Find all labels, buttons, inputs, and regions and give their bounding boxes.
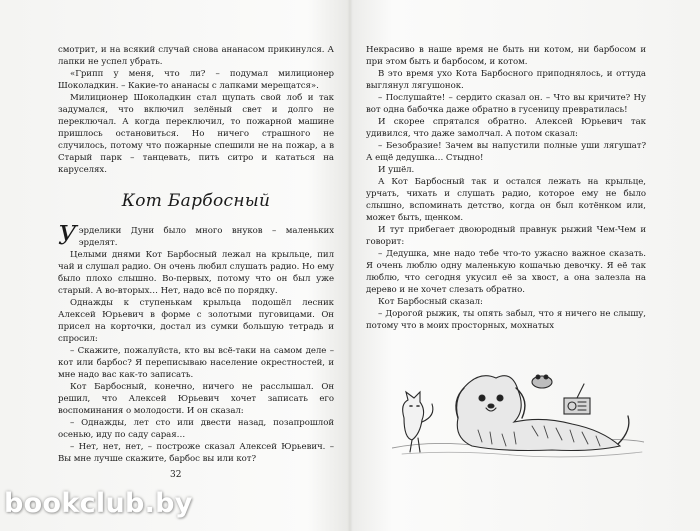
paragraph: «Грипп у меня, что ли? – подумал милиционер Шоколадкин. – Какие-то ананасы с лапками мерещатся».: [58, 69, 334, 91]
paragraph: – Скажите, пожалуйста, кто вы всё-таки на самом деле – кот или барбос? Я переписываю население окрестностей, и мне надо вас как-то записать.: [58, 346, 334, 380]
paragraph: Целыми днями Кот Барбосный лежал на крыльце, пил чай и слушал радио. Он очень любил слушать радио. Но ему было плохо слышно. Во-первых, потому что он был уже старый. А во-вторых… Нет, надо всё по порядку.: [58, 250, 334, 296]
dog-and-cat-illustration-icon: [392, 360, 644, 460]
paragraph: Кот Барбосный, конечно, ничего не расслышал. Он решил, что Алексей Юрьевич хочет записать его воспоминания о молодости. И он сказал:: [58, 382, 334, 416]
right-page-text: [366, 44, 646, 332]
paragraph: – Нет, нет, нет, – построже сказал Алексей Юрьевич. – Вы мне лучше скажите, барбос вы или кот?: [58, 442, 334, 464]
paragraph: А Кот Барбосный так и остался лежать на крыльце, урчать, чихать и слушать радио, которое ему не было слышно, вспоминать детство, когда он был котёнком или, может быть, щенком.: [366, 177, 646, 223]
paragraph: – Дедушка, мне надо тебе что-то ужасно важное сказать. Я очень люблю одну маленькую кошачью девочку. Я её так люблю, что сегодня укусил её за хвост, а она залезла на дерево и не хочет слезать обратно.: [366, 249, 646, 295]
paragraph: – Безобразие! Зачем вы напустили полные уши лягушат? А ещё дедушка… Стыдно!: [366, 141, 646, 163]
left-page: [58, 44, 334, 465]
paragraph: Однажды к ступенькам крыльца подошёл лесник Алексей Юрьевич в форме с золотыми пуговицами. Он присел на корточки, достал из сумки большую тетрадь и спросил:: [58, 298, 334, 344]
paragraph: – Послушайте! – сердито сказал он. – Что вы кричите? Ну вот одна бабочка даже обратно в гусеницу превратилась!: [366, 93, 646, 115]
chapter-title: Кот Барбосный: [121, 191, 271, 211]
paragraph: Некрасиво в наше время не быть ни котом, ни барбосом и при этом быть и барбосом, и котом.: [366, 45, 646, 67]
drop-cap-letter: У: [58, 221, 77, 251]
paragraph: – Однажды, лет сто или двести назад, позапрошлой осенью, иду по саду сарая…: [58, 418, 334, 440]
site-watermark: bookclub.by: [4, 488, 193, 519]
paragraph: И тут прибегает двоюродный правнук рыжий Чем-Чем и говорит:: [366, 225, 646, 247]
left-page-text-bottom: [58, 249, 334, 465]
right-page: [366, 44, 646, 332]
paragraph: – Дорогой рыжик, ты опять забыл, что я ничего не слышу, потому что в моих просторных, мохнатых: [366, 309, 646, 331]
paragraph: Милиционер Шоколадкин стал щупать свой лоб и так задумался, что включил зелёный свет и долго не переключал. А когда переключил, то пожарной машине пришлось остановиться. Но ничего страшного не случилось, потому что пожарные спешили не на пожар, а в Старый парк – танцевать, пить ситро и кататься на каруселях.: [58, 93, 334, 175]
chapter-first-paragraph: [58, 221, 334, 251]
paragraph: В это время ухо Кота Барбосного приподнялось, и оттуда выглянул лягушонок.: [366, 69, 646, 91]
paragraph: Кот Барбосный сказал:: [378, 297, 483, 307]
page-number: 32: [170, 470, 182, 480]
paragraph: И ушёл.: [378, 165, 415, 175]
first-paragraph-text: эрделики Дуни было много внуков – маленьких эрделят.: [78, 226, 334, 248]
paragraph: смотрит, и на всякий случай снова ананасом прикинулся. А лапки не успел убрать.: [58, 45, 334, 67]
paragraph: И скорее спрятался обратно. Алексей Юрьевич так удивился, что даже замолчал. А потом сказал:: [366, 117, 646, 139]
left-page-text-top: [58, 44, 334, 176]
